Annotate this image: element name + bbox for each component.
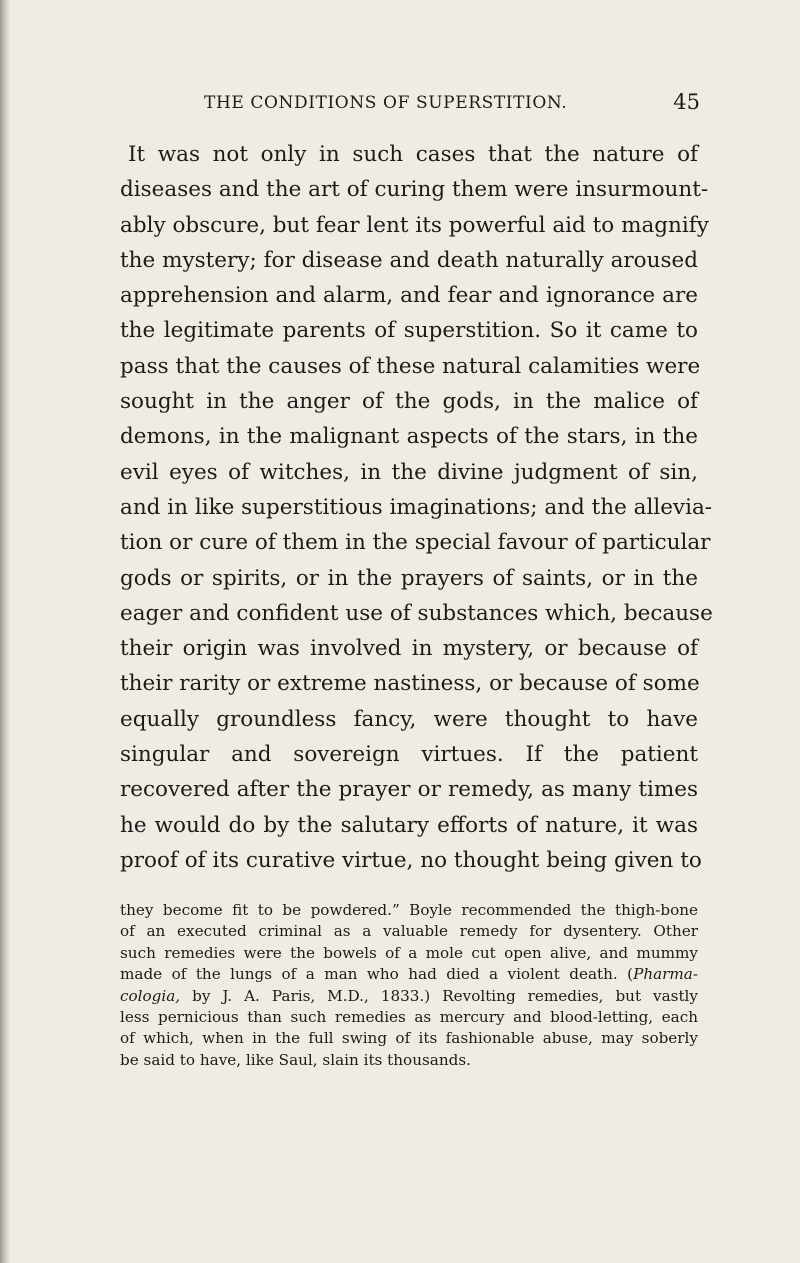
footnote-line: be said to have, like Saul, slain its thousands. (120, 1050, 471, 1069)
body-line: their origin was involved in mystery, or because of (120, 636, 698, 662)
body-line: tion or cure of them in the special favour of particular (120, 530, 711, 556)
footnote-line: such remedies were the bowels of a mole cut open alive, and mummy (120, 943, 698, 962)
body-text (120, 137, 713, 878)
footnote-line: they become fit to be powdered.” Boyle recommended the thigh-bone (120, 901, 698, 919)
body-line: proof of its curative virtue, no thought being given to (120, 847, 702, 873)
body-line: pass that the causes of these natural calamities were (120, 353, 701, 379)
body-line: their rarity or extreme nastiness, or because of some (120, 671, 700, 697)
footnote-text: by J. A. Paris, M.D., 1833.) Revolting remedies, but vastly (180, 986, 698, 1005)
footnote-text: made of the lungs of a man who had died a violent death. ( (120, 965, 634, 984)
body-line: evil eyes of witches, in the divine judgment of sin, (120, 459, 698, 485)
body-line: sought in the anger of the gods, in the malice of (120, 389, 698, 415)
body-line: gods or spirits, or in the prayers of saints, or in the (120, 565, 698, 591)
page-header (140, 90, 700, 123)
body-line: equally groundless fancy, were thought to have (120, 706, 698, 732)
body-line: the mystery; for disease and death naturally aroused (120, 247, 698, 273)
body-line: and in like superstitious imaginations; and the allevia- (120, 494, 713, 520)
footnote-line (120, 986, 698, 1007)
footnote-line (120, 964, 698, 985)
body-line: It was not only in such cases that the nature of (128, 142, 698, 167)
body-line: the legitimate parents of superstition. So it came to (120, 318, 698, 344)
body-line: demons, in the malignant aspects of the stars, in the (120, 424, 698, 450)
body-line: recovered after the prayer or remedy, as many times (120, 777, 698, 803)
running-head: THE CONDITIONS OF SUPERSTITION. (204, 93, 568, 113)
body-line: eager and confident use of substances which, because (120, 600, 713, 626)
page-number: 45 (673, 90, 700, 114)
body-line: diseases and the art of curing them were insurmount- (120, 177, 709, 203)
body-line: he would do by the salutary efforts of nature, it was (120, 812, 698, 838)
footnote-italic-title: cologia, (120, 986, 181, 1005)
body-line: ably obscure, but fear lent its powerful aid to magnify (120, 212, 709, 238)
page-binding-edge (0, 0, 10, 1263)
body-line: singular and sovereign virtues. If the patient (120, 742, 698, 768)
footnote-line: of an executed criminal as a valuable remedy for dysentery. Other (120, 922, 698, 941)
footnote-line: less pernicious than such remedies as mercury and blood-letting, each (120, 1007, 698, 1026)
body-line: apprehension and alarm, and fear and ignorance are (120, 283, 698, 309)
footnote (120, 900, 698, 1071)
footnote-italic-title: Pharma- (633, 965, 698, 984)
footnote-line: of which, when in the full swing of its fashionable abuse, may soberly (120, 1029, 698, 1048)
